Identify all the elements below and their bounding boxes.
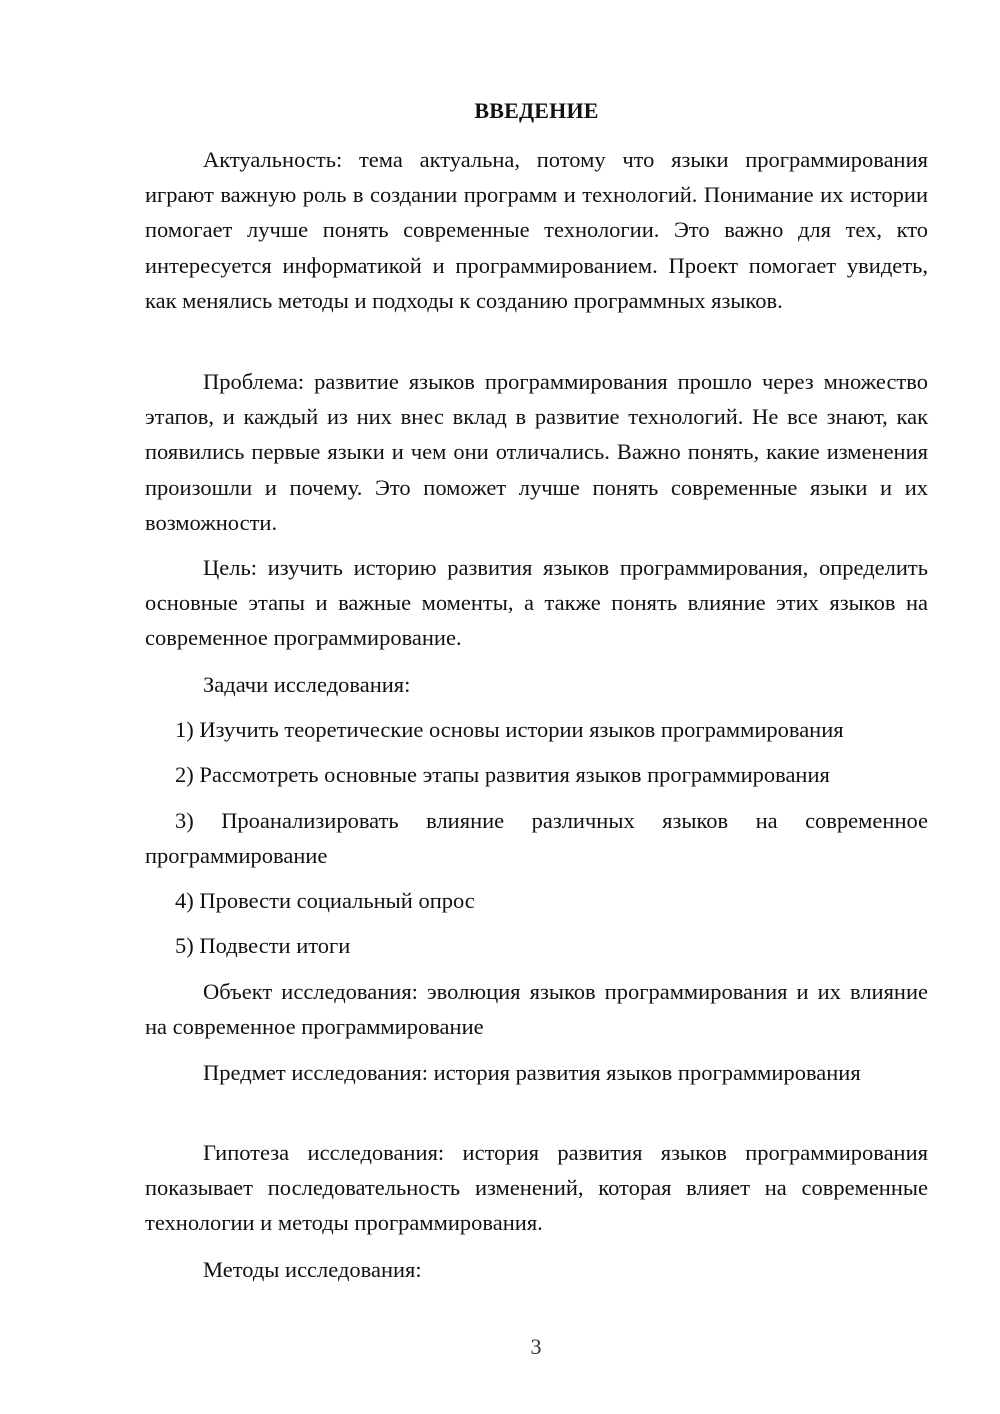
- goal-paragraph: Цель: изучить историю развития языков программирования, определить основные этапы и важные моменты, а также понять влияние этих языков на современное программирование.: [145, 555, 928, 651]
- page-number: 3: [530, 1334, 542, 1359]
- object-paragraph: Объект исследования: эволюция языков программирования и их влияние на современное программирование: [145, 979, 928, 1040]
- task-item-3: 3) Проанализировать влияние различных языков на современное программирование: [145, 808, 928, 869]
- hypothesis-paragraph: Гипотеза исследования: история развития языков программирования показывает последовательность изменений, которая влияет на современные технологии и методы программирования.: [145, 1140, 928, 1236]
- task-item-1: 1) Изучить теоретические основы истории языков программирования: [175, 717, 844, 742]
- relevance-paragraph: Актуальность: тема актуальна, потому что языки программирования играют важную роль в создании программ и технологий. Понимание их истории помогает лучше понять современные технологии. Это важно для тех, кто интересуется информатикой и программированием. Проект помогает увидеть, как менялись методы и подходы к созданию программных языков.: [145, 147, 928, 313]
- tasks-title: Задачи исследования:: [203, 672, 411, 697]
- problem-paragraph: Проблема: развитие языков программирования прошло через множество этапов, и каждый из них внес вклад в развитие технологий. Не все знают, как появились первые языки и чем они отличались. Важно понять, какие изменения произошли и почему. Это поможет лучше понять современные языки и их возможности.: [145, 369, 928, 535]
- task-item-2: 2) Рассмотреть основные этапы развития языков программирования: [175, 762, 830, 787]
- task-item-5: 5) Подвести итоги: [175, 933, 351, 958]
- task-item-4: 4) Провести социальный опрос: [175, 888, 475, 913]
- section-heading: ВВЕДЕНИЕ: [474, 98, 599, 123]
- methods-paragraph: Методы исследования:: [203, 1257, 422, 1282]
- subject-paragraph: Предмет исследования: история развития языков программирования: [203, 1060, 861, 1085]
